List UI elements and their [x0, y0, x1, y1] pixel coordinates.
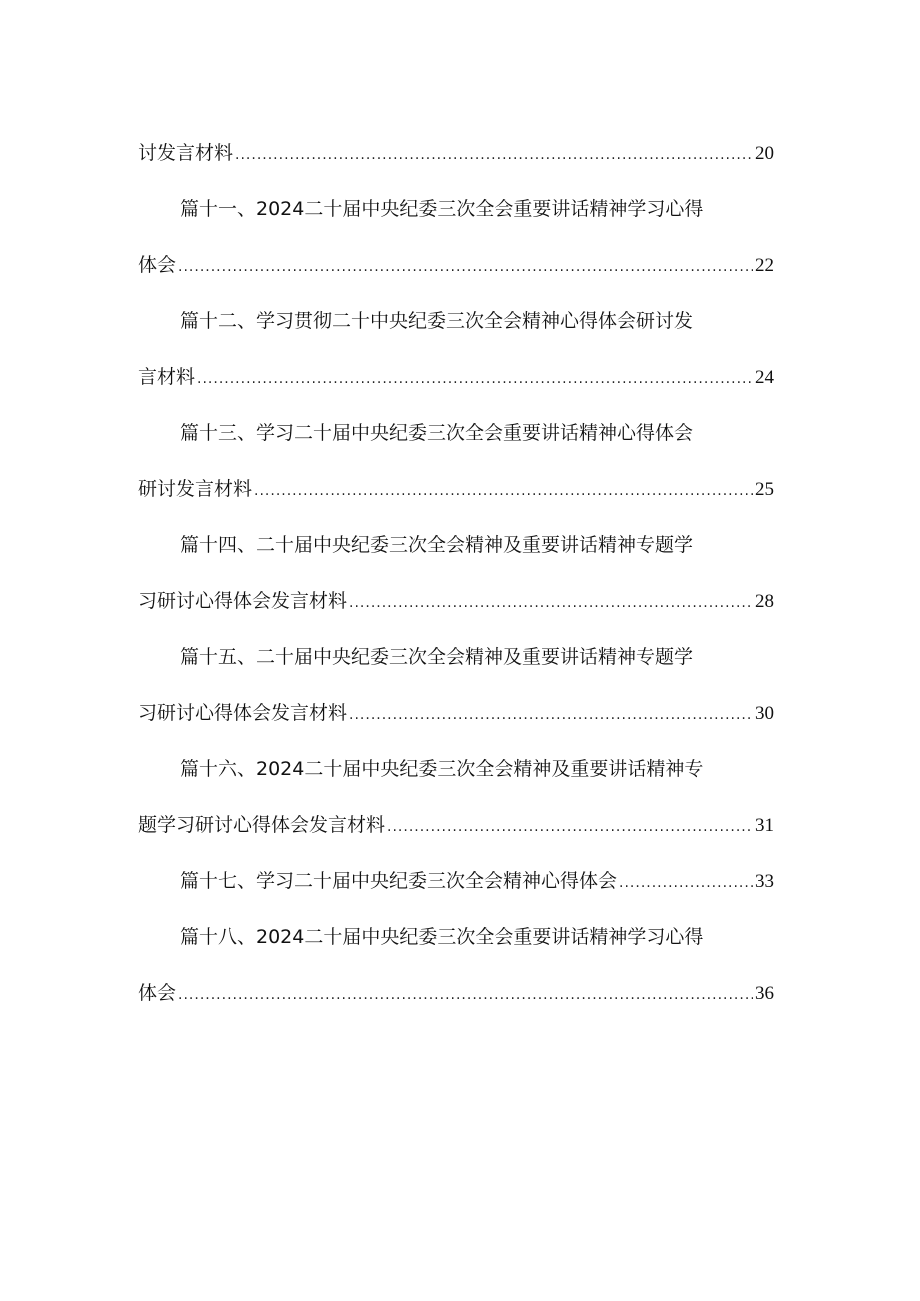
- toc-page-number: 31: [755, 815, 774, 836]
- toc-entry-title-cont: 研讨发言材料: [138, 478, 253, 500]
- toc-line[interactable]: [138, 741, 774, 797]
- toc-page-number: 28: [755, 591, 774, 612]
- toc-line[interactable]: [138, 853, 774, 909]
- toc-line[interactable]: [138, 797, 774, 853]
- toc-line[interactable]: [138, 293, 774, 349]
- toc-entry-title: 篇十二、学习贯彻二十中央纪委三次全会精神心得体会研讨发: [180, 310, 694, 332]
- toc-line[interactable]: [138, 237, 774, 293]
- toc-line[interactable]: [138, 965, 774, 1021]
- toc-leader-dots: [619, 855, 753, 911]
- toc-line[interactable]: [138, 573, 774, 629]
- toc-leader-dots: [349, 575, 753, 631]
- toc-leader-dots: [197, 351, 753, 407]
- toc-entry-title-cont: 言材料: [138, 366, 196, 388]
- toc-entry-title: 篇十五、二十届中央纪委三次全会精神及重要讲话精神专题学: [180, 646, 694, 668]
- toc-line[interactable]: [138, 909, 774, 965]
- toc-leader-dots: [387, 799, 753, 855]
- toc-entry-title-cont: 习研讨心得体会发言材料: [138, 590, 348, 612]
- toc-entry-title-cont: 体会: [138, 254, 177, 276]
- toc-line[interactable]: [138, 125, 774, 181]
- toc-line[interactable]: [138, 461, 774, 517]
- toc-line[interactable]: [138, 517, 774, 573]
- toc-page-number: 25: [755, 479, 774, 500]
- toc-page-number: 33: [755, 871, 774, 892]
- toc-page-number: 30: [755, 703, 774, 724]
- toc-entry-title: 篇十四、二十届中央纪委三次全会精神及重要讲话精神专题学: [180, 534, 694, 556]
- toc-leader-dots: [254, 463, 753, 519]
- toc-entry-title-cont: 题学习研讨心得体会发言材料: [138, 814, 386, 836]
- toc-line[interactable]: [138, 685, 774, 741]
- toc-page-number: 22: [755, 255, 774, 276]
- toc-entry-title: 篇十八、2024二十届中央纪委三次全会重要讲话精神学习心得: [180, 926, 704, 948]
- toc-line[interactable]: [138, 629, 774, 685]
- toc-line[interactable]: [138, 405, 774, 461]
- toc-leader-dots: [349, 687, 753, 743]
- toc-page-number: 24: [755, 367, 774, 388]
- toc-page-number: 36: [755, 983, 774, 1004]
- toc-entry-title: 篇十三、学习二十届中央纪委三次全会重要讲话精神心得体会: [180, 422, 694, 444]
- toc-entry-title-cont: 习研讨心得体会发言材料: [138, 702, 348, 724]
- table-of-contents: [138, 125, 774, 1021]
- toc-entry-title: 篇十六、2024二十届中央纪委三次全会精神及重要讲话精神专: [180, 758, 704, 780]
- toc-entry-title: 讨发言材料: [138, 142, 234, 164]
- toc-leader-dots: [235, 127, 753, 183]
- toc-line[interactable]: [138, 181, 774, 237]
- toc-entry-title: 篇十一、2024二十届中央纪委三次全会重要讲话精神学习心得: [180, 198, 704, 220]
- toc-leader-dots: [178, 239, 753, 295]
- toc-entry-title-cont: 体会: [138, 982, 177, 1004]
- toc-page-number: 20: [755, 143, 774, 164]
- toc-entry-title: 篇十七、学习二十届中央纪委三次全会精神心得体会: [180, 870, 618, 892]
- toc-leader-dots: [178, 967, 753, 1023]
- toc-line[interactable]: [138, 349, 774, 405]
